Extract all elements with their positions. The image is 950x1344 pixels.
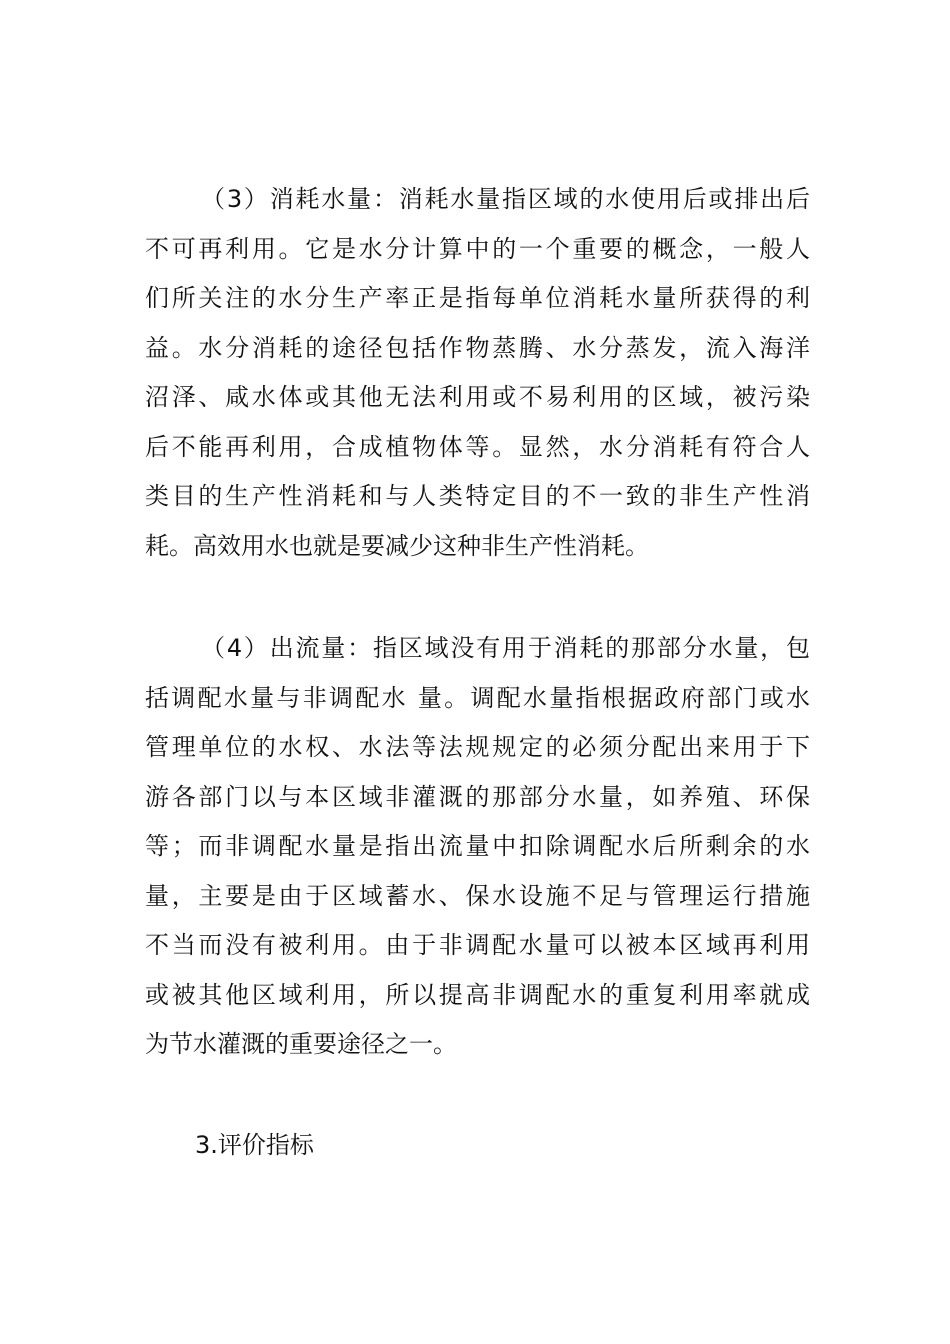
text-line: 管理单位的水权、水法等法规规定的必须分配出来用于下: [145, 733, 810, 761]
paragraph-outflow: [145, 624, 810, 1070]
paragraph-consumed-water: [145, 175, 810, 571]
text-line: 为节水灌溉的重要途径之一。: [145, 1030, 457, 1058]
text-line: （4）出流量：指区域没有用于消耗的那部分水量，包: [201, 634, 810, 662]
text-line: 或被其他区域利用，所以提高非调配水的重复利用率就成: [145, 980, 810, 1009]
section-heading: 3.评价指标: [195, 1131, 314, 1159]
text-line: 不当而没有被利用。由于非调配水量可以被本区域再利用: [145, 931, 810, 959]
text-line: 量，主要是由于区域蓄水、保水设施不足与管理运行措施: [145, 881, 810, 910]
text-line: 游各部门以与本区域非灌溉的那部分水量，如养殖、环保: [145, 782, 810, 811]
text-line: 耗。高效用水也就是要减少这种非生产性消耗。: [145, 531, 649, 560]
text-line: （3）消耗水量：消耗水量指区域的水使用后或排出后: [201, 185, 810, 213]
text-line: 们所关注的水分生产率正是指每单位消耗水量所获得的利: [145, 284, 810, 312]
text-line: 类目的生产性消耗和与人类特定目的不一致的非生产性消: [145, 482, 810, 510]
text-line: 不可再利用。它是水分计算中的一个重要的概念，一般人: [145, 234, 810, 263]
text-line: 益。水分消耗的途径包括作物蒸腾、水分蒸发，流入海洋: [145, 333, 810, 362]
text-line: 后不能再利用，合成植物体等。显然，水分消耗有符合人: [145, 432, 810, 461]
text-line: 沼泽、咸水体或其他无法利用或不易利用的区域，被污染: [145, 383, 810, 411]
text-line: 括调配水量与非调配水 量。调配水量指根据政府部门或水: [145, 683, 810, 712]
text-line: 等；而非调配水量是指出流量中扣除调配水后所剩余的水: [145, 832, 810, 860]
